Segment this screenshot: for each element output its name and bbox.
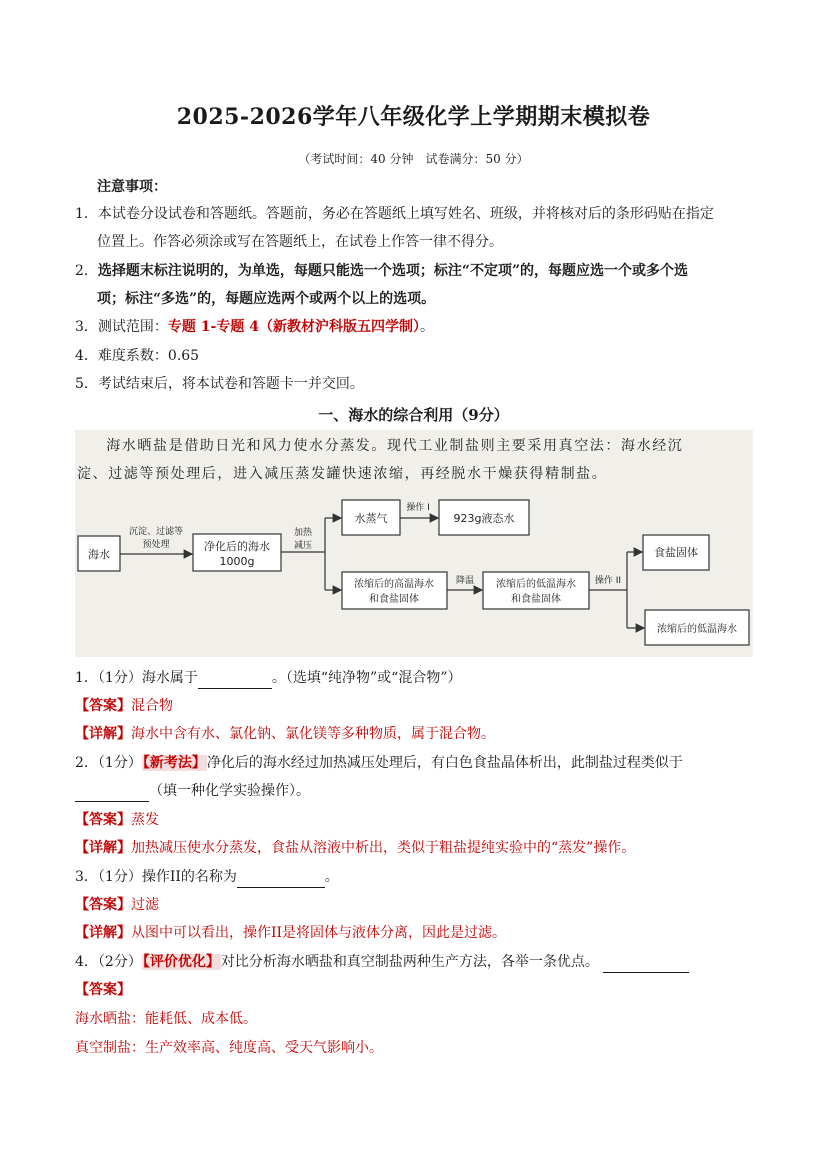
label-seawater: 海水 [88, 548, 110, 561]
section-heading: 一、海水的综合利用（9分） [318, 406, 509, 424]
question-2-answer: 【答案】蒸发 [75, 812, 159, 828]
exam-info: （考试时间：40 分钟 试卷满分：50 分） [298, 152, 529, 166]
label-conc-high-line2: 和食盐固体 [369, 594, 419, 605]
label-salt-solid: 食盐固体 [654, 546, 698, 559]
label-vapor: 水蒸气 [354, 512, 388, 525]
question-4-answer-line-2: 真空制盐：生产效率高、纯度高、受天气影响小。 [75, 1040, 383, 1056]
item-text: 选择题末标注说明的，为单选，每题只能选一个选项；标注“不定项”的，每题应选一个或多个选 [97, 263, 689, 279]
item-number: 5． [75, 376, 98, 392]
question-4-answer: 【答案】 [75, 982, 131, 998]
question-1-answer: 【答案】混合物 [75, 698, 173, 714]
question-1-detail: 【详解】海水中含有水、氯化钠、氯化镁等多种物质，属于混合物。 [75, 726, 495, 742]
question-2-detail: 【详解】加热减压使水分蒸发，食盐从溶液中析出，类似于粗盐提纯实验中的“蒸发”操作。 [75, 840, 636, 856]
notice-item-5 [75, 373, 364, 395]
item-text: 测试范围： [97, 319, 168, 335]
notice-item-2-cont: 项；标注“多选”的，每题应选两个或两个以上的选项。 [97, 291, 436, 307]
item-number: 3． [75, 319, 98, 335]
label-low-seawater: 浓缩后的低温海水 [657, 624, 737, 635]
question-3-answer: 【答案】过滤 [75, 897, 159, 913]
item-text: 本试卷分设试卷和答题纸。答题前，务必在答题纸上填写姓名、班级，并将核对后的条形码贴在指定 [97, 206, 714, 222]
notice-item-1-cont: 位置上。作答必须涂或写在答题纸上，在试卷上作答一律不得分。 [97, 234, 503, 250]
question-4: 4．（2分）【评价优化】对比分析海水晒盐和真空制盐两种生产方法，各举一条优点。 [75, 951, 689, 973]
label-conc-low-line2: 和食盐固体 [511, 594, 561, 605]
label-conc-low-line1: 浓缩后的低温海水 [496, 579, 576, 590]
label-step2-line1: 加热 [293, 528, 313, 538]
page-title: 2025-2026学年八年级化学上学期期末模拟卷 [176, 104, 651, 130]
label-liquid-water: 923g液态水 [453, 512, 515, 525]
label-step2-line2: 减压 [293, 541, 313, 551]
tag-badge: 【评价优化】 [142, 954, 220, 970]
question-4-answer-line-1: 海水晒盐：能耗低、成本低。 [75, 1011, 257, 1027]
notice-item-3 [75, 316, 434, 338]
label-step1-line2: 预处理 [142, 540, 170, 550]
tag-badge: 【新考法】 [142, 755, 206, 771]
notice-heading: 注意事项： [97, 179, 167, 195]
item-number: 2． [75, 263, 98, 279]
passage-line-1: 海水晒盐是借助日光和风力使水分蒸发。现代工业制盐则主要采用真空法：海水经沉 [75, 438, 684, 454]
label-op1: 操作 I [406, 503, 430, 513]
passage-text [75, 432, 753, 488]
item-text: 考试结束后，将本试卷和答题卡一并交回。 [97, 376, 364, 392]
question-3-detail: 【详解】从图中可以看出，操作II是将固体与液体分离，因此是过滤。 [75, 925, 507, 941]
label-step1-line1: 沉淀、过滤等 [128, 527, 184, 537]
process-flow-diagram [75, 490, 753, 655]
question-2-cont: （填一种化学实验操作）。 [75, 780, 310, 802]
notice-item-4 [75, 345, 199, 367]
label-purified-line2: 1000g [219, 555, 255, 568]
label-cooling: 降温 [455, 576, 475, 586]
item-number: 1． [75, 206, 98, 222]
question-2: 2．（1分）【新考法】净化后的海水经过加热减压处理后，有白色食盐晶体析出，此制盐过程类似于 [75, 755, 683, 771]
notice-item-1 [75, 203, 714, 225]
passage-line-2: 淀、过滤等预处理后，进入减压蒸发罐快速浓缩，再经脱水干燥获得精制盐。 [77, 466, 608, 482]
notice-item-2 [75, 260, 688, 282]
label-conc-high-line1: 浓缩后的高温海水 [354, 579, 434, 590]
answer-blank[interactable] [198, 672, 272, 689]
item-text: 难度系数：0.65 [97, 348, 200, 364]
test-scope: 专题 1-专题 4（新教材沪科版五四学制） [167, 319, 420, 335]
label-purified-line1: 净化后的海水 [204, 540, 270, 553]
question-3: 3．（1分）操作II的名称为 。 [75, 866, 339, 888]
answer-blank[interactable] [603, 956, 689, 973]
label-op2: 操作 II [594, 576, 622, 586]
answer-blank[interactable] [75, 785, 149, 802]
item-text-end: 。 [419, 319, 434, 335]
item-number: 4． [75, 348, 98, 364]
answer-blank[interactable] [237, 871, 325, 888]
question-1: 1．（1分）海水属于 。（选填“纯净物”或“混合物”） [75, 667, 461, 689]
